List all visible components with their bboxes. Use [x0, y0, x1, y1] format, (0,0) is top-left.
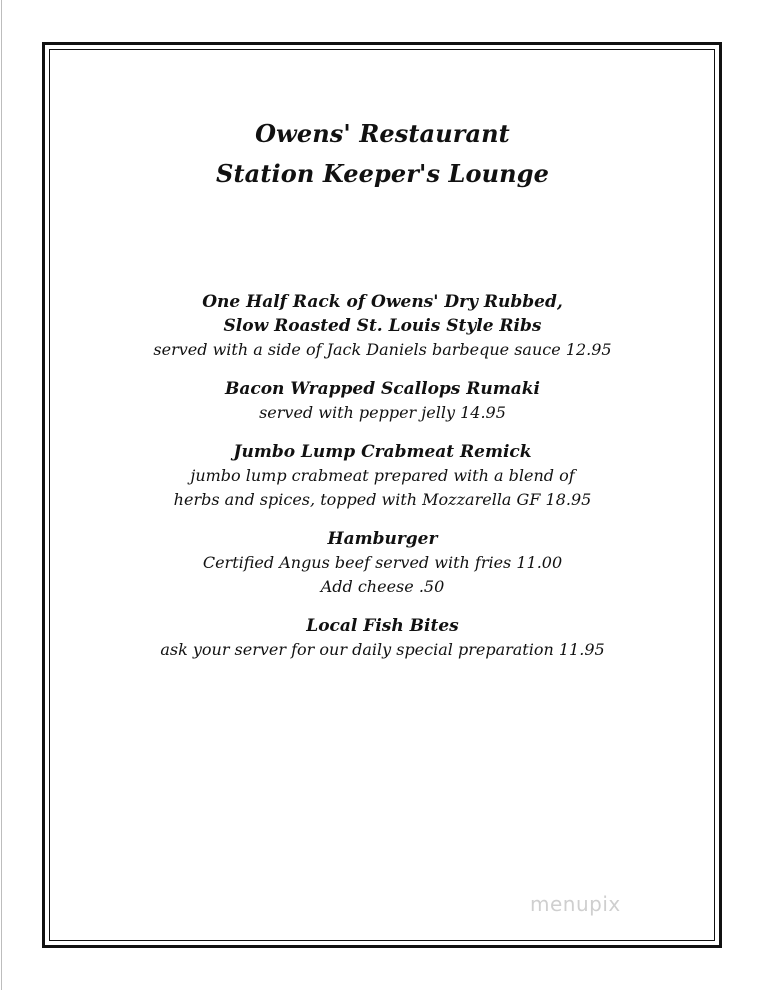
- menu-item-name: Bacon Wrapped Scallops Rumaki: [224, 379, 541, 399]
- menu-item-description: Certified Angus beef served with fries 11.00: [202, 553, 563, 572]
- menu-item-description: served with pepper jelly 14.95: [259, 403, 506, 422]
- lounge-name: Station Keeper's Lounge: [216, 159, 549, 188]
- menu-item-name: Local Fish Bites: [306, 616, 459, 636]
- menu-item-description: herbs and spices, topped with Mozzarella GF 18.95: [173, 490, 592, 509]
- menu-item-description: served with a side of Jack Daniels barbeque sauce 12.95: [153, 340, 612, 359]
- menu-item-scallops: [0, 377, 765, 425]
- restaurant-name: Owens' Restaurant: [255, 119, 510, 148]
- menu-item-crabmeat: [0, 440, 765, 512]
- menu-header: [0, 114, 765, 194]
- menu-item-description: Add cheese .50: [320, 577, 445, 596]
- menu-item-fish-bites: [0, 614, 765, 662]
- menu-item-name: Slow Roasted St. Louis Style Ribs: [223, 316, 542, 336]
- menu-item-ribs: [0, 290, 765, 362]
- menu-item-name: Jumbo Lump Crabmeat Remick: [233, 442, 532, 462]
- menu-item-hamburger: [0, 527, 765, 599]
- menu-item-name: Hamburger: [327, 529, 438, 549]
- watermark-logo: menupix: [530, 892, 621, 916]
- menu-list: [0, 290, 765, 677]
- menu-item-description: ask your server for our daily special preparation 11.95: [160, 640, 605, 659]
- menu-item-name: One Half Rack of Owens' Dry Rubbed,: [202, 292, 563, 312]
- menu-item-description: jumbo lump crabmeat prepared with a blend of: [190, 466, 575, 485]
